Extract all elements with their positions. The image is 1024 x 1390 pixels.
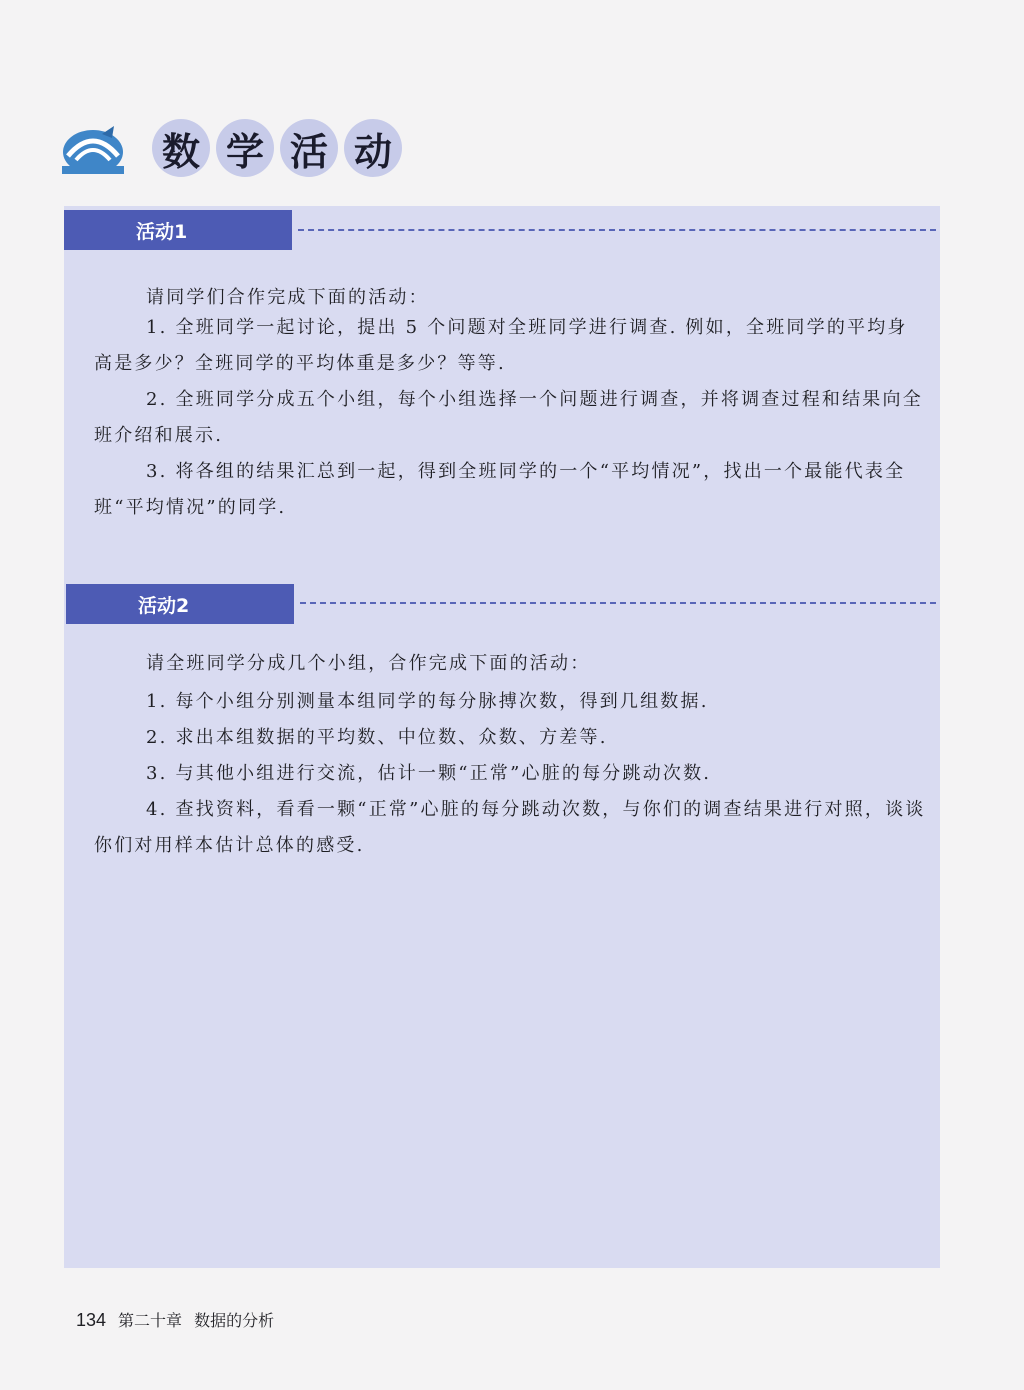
activity1-item: 2. 全班同学分成五个小组，每个小组选择一个问题进行调查，并将调查过程和结果向全班介绍和展示. [94, 389, 923, 446]
activity1-item: 1. 全班同学一起讨论，提出 5 个问题对全班同学进行调查. 例如，全班同学的平均身高是多少？全班同学的平均体重是多少？等等. [94, 317, 908, 374]
activity2-item: 3. 与其他小组进行交流，估计一颗“正常”心脏的每分跳动次数. [146, 763, 712, 784]
page-number: 134 [76, 1310, 107, 1330]
activity1-divider [298, 229, 936, 231]
title-char: 活 [280, 119, 338, 177]
section-label: 数据的分析 [194, 1311, 275, 1330]
activity1-label: 活动1 [136, 220, 188, 243]
activity2-divider [300, 602, 936, 604]
activity2-item: 1. 每个小组分别测量本组同学的每分脉搏次数，得到几组数据. [146, 691, 709, 712]
page-footer [76, 1308, 274, 1331]
activity2-item: 4. 查找资料，看看一颗“正常”心脏的每分跳动次数，与你们的调查结果进行对照，谈谈你们对用样本估计总体的感受. [94, 799, 926, 856]
chapter-label: 第二十章 [118, 1311, 183, 1330]
activity1-item: 3. 将各组的结果汇总到一起，得到全班同学的一个“平均情况”，找出一个最能代表全班“平均情况”的同学. [94, 461, 906, 518]
title-char: 数 [152, 119, 210, 177]
page-title [152, 118, 406, 178]
activity2-item: 2. 求出本组数据的平均数、中位数、众数、方差等. [146, 727, 608, 748]
title-char: 学 [216, 119, 274, 177]
activity2-tab [66, 584, 294, 624]
activity2-intro: 请全班同学分成几个小组，合作完成下面的活动： [146, 653, 591, 674]
section-header [62, 112, 422, 176]
title-char: 动 [344, 119, 402, 177]
activity1-intro: 请同学们合作完成下面的活动： [146, 287, 429, 308]
activity-logo-icon [62, 122, 124, 174]
activity1-tab [64, 210, 292, 250]
activity2-label: 活动2 [138, 594, 190, 617]
